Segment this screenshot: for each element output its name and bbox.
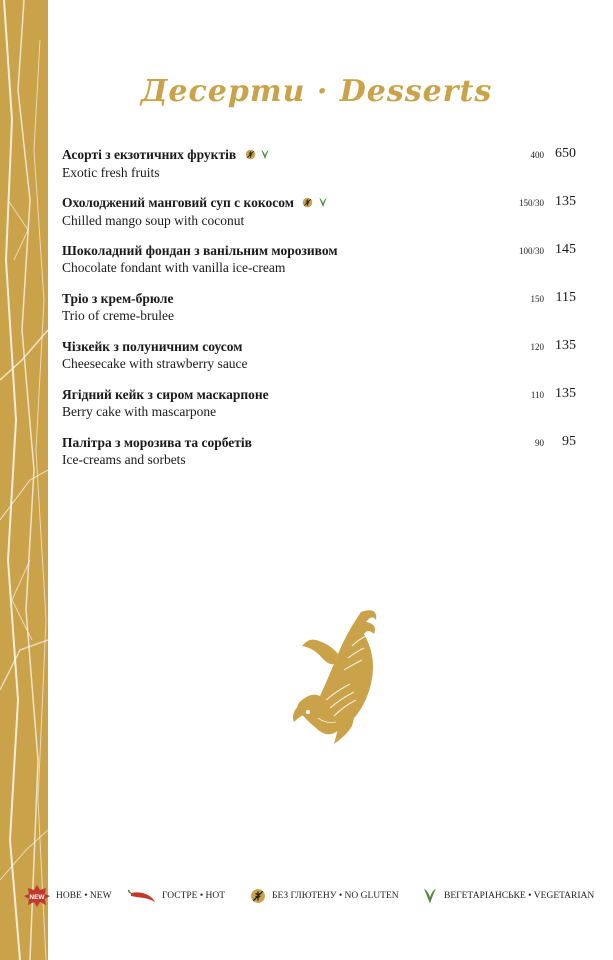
item-price: 135 [555,194,576,209]
menu-item [62,146,582,194]
item-weight: 110 [530,390,544,400]
menu-item [62,434,582,482]
item-weight: 90 [535,438,544,448]
legend-new-label: НОВЕ • NEW [56,891,112,901]
item-price: 135 [555,386,576,401]
item-name-ua: Чізкейк з полуничним соусом [62,339,243,354]
menu-item [62,386,582,434]
no-gluten-icon [245,149,256,160]
item-badges [302,195,328,212]
vegetarian-icon [260,149,270,160]
item-weight: 400 [530,150,544,160]
no-gluten-icon [250,888,266,904]
dessert-menu-list [62,146,582,482]
item-name-ua: Ягідний кейк з сиром маскарпоне [62,387,269,402]
item-price: 650 [555,146,576,161]
item-name-ua: Асорті з екзотичних фруктів [62,147,237,162]
menu-item [62,290,582,338]
legend-no-gluten [250,884,399,908]
item-name-ua: Тріо з крем-брюле [62,291,174,306]
item-name-en: Exotic fresh fruits [62,165,160,180]
item-name-ua: Палітра з морозива та сорбетів [62,435,252,450]
legend-vegetarian-label: ВЕГЕТАРІАНСЬКЕ • VEGETARIAN [444,891,595,901]
item-name-en: Chocolate fondant with vanilla ice-cream [62,260,286,275]
item-weight: 150/30 [518,198,544,208]
legend-no-gluten-label: БЕЗ ГЛЮТЕНУ • NO GLUTEN [272,891,399,901]
vegetarian-icon [318,197,328,208]
item-name-en: Chilled mango soup with coconut [62,213,245,228]
item-badges [245,147,271,164]
item-name-en: Trio of creme-brulee [62,308,174,323]
item-name-ua: Шоколадний фондан з ванільним морозивом [62,243,338,258]
item-name-en: Cheesecake with strawberry sauce [62,356,248,371]
legend-hot [128,884,225,908]
item-weight: 120 [530,342,544,352]
legend-new [24,884,112,908]
decorative-side-strip [0,0,48,960]
item-name-ua: Охолоджений манговий суп с кокосом [62,195,294,210]
menu-item [62,338,582,386]
koi-fish-illustration [286,604,386,754]
new-badge-icon [24,885,50,907]
page-title: Десерти · Desserts [140,74,493,109]
menu-item [62,242,582,290]
legend-hot-label: ГОСТРЕ • HOT [162,891,226,901]
item-weight: 100/30 [518,246,544,256]
item-name-en: Berry cake with mascarpone [62,404,217,419]
legend-vegetarian [422,884,594,908]
item-price: 115 [555,290,576,305]
item-price: 135 [555,338,576,353]
new-badge-text: NEW [29,894,45,901]
chili-pepper-icon [128,889,156,903]
item-price: 95 [562,434,576,449]
menu-item [62,194,582,242]
item-name-en: Ice-creams and sorbets [62,452,186,467]
item-weight: 150 [530,294,544,304]
icon-legend [24,884,594,908]
vegetarian-icon [422,887,438,905]
item-price: 145 [555,242,576,257]
no-gluten-icon [302,197,313,208]
